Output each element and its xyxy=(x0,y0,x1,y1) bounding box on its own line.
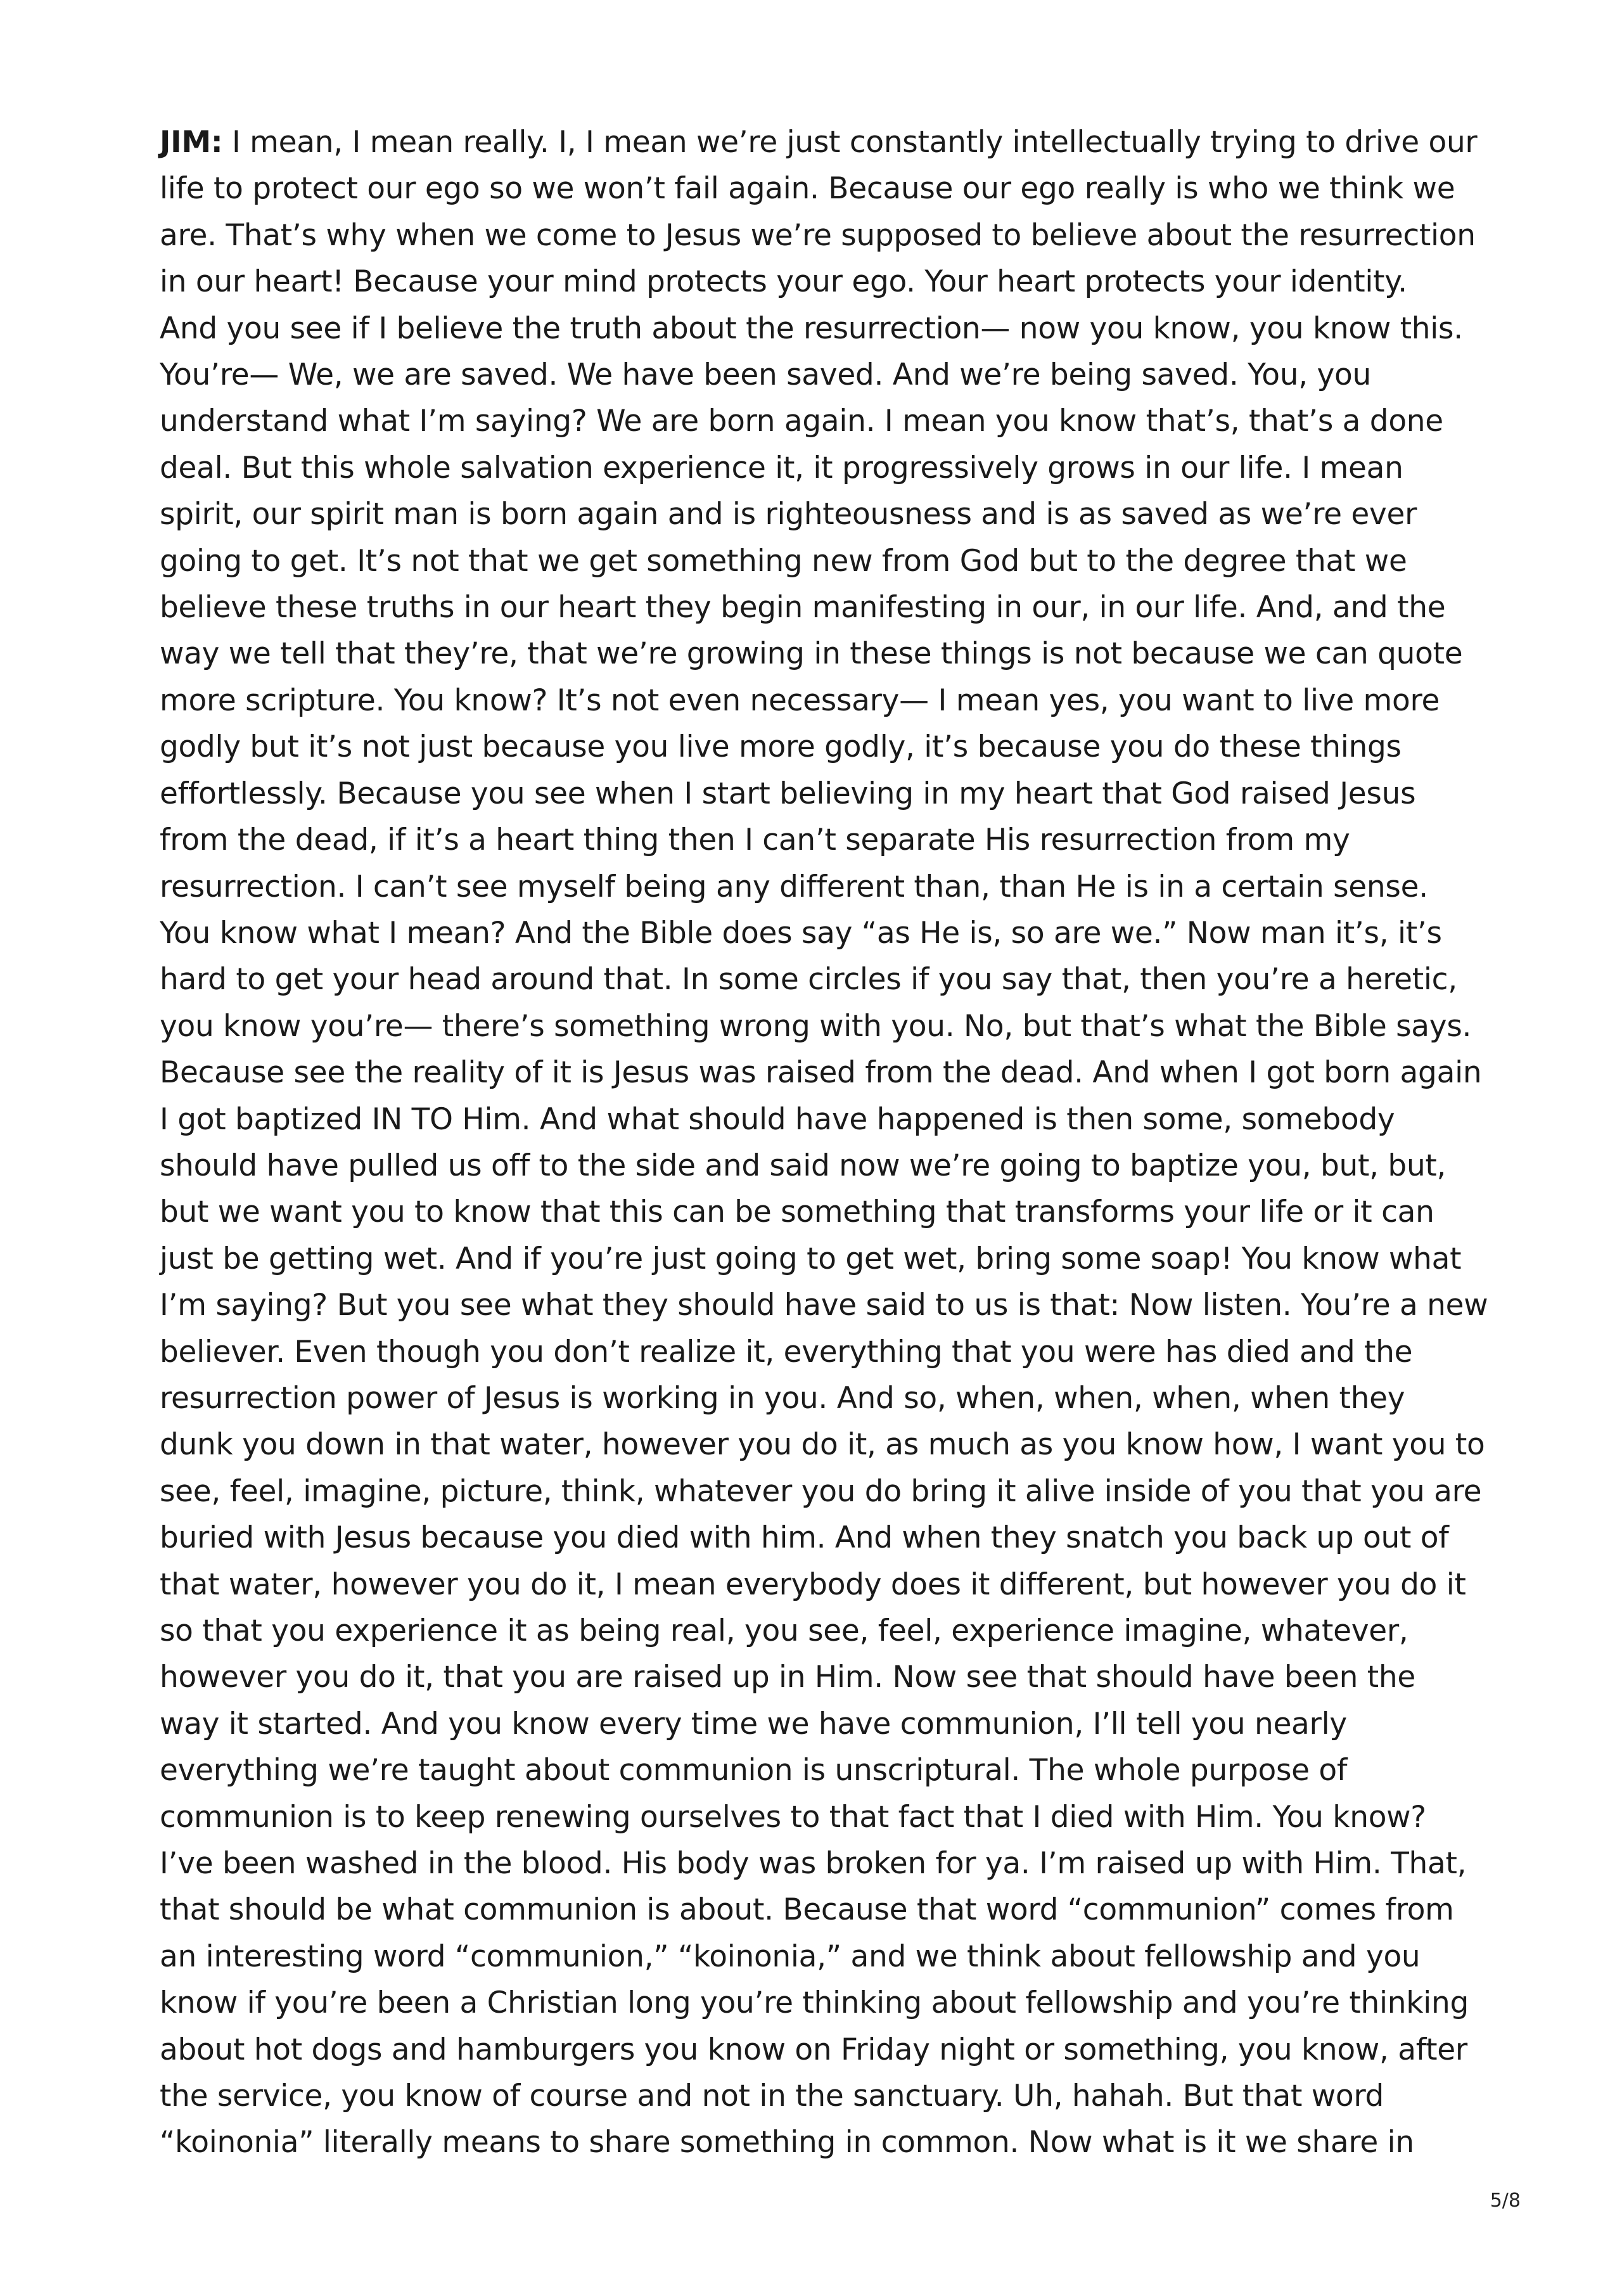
transcript-line: however you do it, that you are raised up in Him. Now see that should have been the xyxy=(160,1660,1415,1695)
transcript-line: just be getting wet. And if you’re just going to get wet, bring some soap! You know what xyxy=(160,1241,1462,1276)
transcript-line: believe these truths in our heart they begin manifesting in our, in our life. And, and the xyxy=(160,590,1446,625)
transcript-line: resurrection power of Jesus is working in you. And so, when, when, when, when they xyxy=(160,1380,1405,1416)
transcript-line: And you see if I believe the truth about the resurrection— now you know, you know this. xyxy=(160,311,1463,346)
transcript-line: should have pulled us off to the side and said now we’re going to baptize you, but, but, xyxy=(160,1148,1446,1183)
transcript-line: are. That’s why when we come to Jesus we’re supposed to believe about the resurrection xyxy=(160,217,1476,253)
line-text: I mean, I mean really. I, I mean we’re just constantly intellectually trying to drive our xyxy=(222,125,1478,160)
transcript-line: believer. Even though you don’t realize it, everything that you were has died and the xyxy=(160,1334,1413,1369)
transcript-line: life to protect our ego so we won’t fail again. Because our ego really is who we think we xyxy=(160,171,1455,207)
transcript-line: Because see the reality of it is Jesus was raised from the dead. And when I got born again xyxy=(160,1055,1482,1091)
transcript-line: You’re— We, we are saved. We have been saved. And we’re being saved. You, you xyxy=(160,357,1371,393)
transcript-line: that water, however you do it, I mean everybody does it different, but however you do it xyxy=(160,1567,1466,1602)
transcript-line: dunk you down in that water, however you do it, as much as you know how, I want you to xyxy=(160,1427,1485,1463)
transcript-line xyxy=(160,119,1490,165)
transcript-line: about hot dogs and hamburgers you know on Friday night or something, you know, after xyxy=(160,2032,1467,2067)
transcript-line: way we tell that they’re, that we’re growing in these things is not because we can quote xyxy=(160,636,1463,672)
transcript-line: but we want you to know that this can be something that transforms your life or it can xyxy=(160,1195,1434,1230)
transcript-line: everything we’re taught about communion is unscriptural. The whole purpose of xyxy=(160,1753,1348,1788)
transcript-line: deal. But this whole salvation experience it, it progressively grows in our life. I mean xyxy=(160,450,1403,485)
transcript-line: buried with Jesus because you died with him. And when they snatch you back up out of xyxy=(160,1520,1449,1556)
speaker-label: JIM: xyxy=(160,125,223,160)
transcript-line: “koinonia” literally means to share something in common. Now what is it we share in xyxy=(160,2125,1414,2160)
transcript-line: an interesting word “communion,” “koinonia,” and we think about fellowship and you xyxy=(160,1939,1421,1974)
transcript-line: hard to get your head around that. In some circles if you say that, then you’re a heretic, xyxy=(160,962,1457,997)
transcript-line: way it started. And you know every time we have communion, I’ll tell you nearly xyxy=(160,1706,1347,1741)
transcript-body xyxy=(160,119,1490,2166)
transcript-line: understand what I’m saying? We are born again. I mean you know that’s, that’s a done xyxy=(160,404,1443,439)
page-number: 5/8 xyxy=(1490,2190,1521,2212)
transcript-line: effortlessly. Because you see when I start believing in my heart that God raised Jesus xyxy=(160,776,1416,811)
transcript-line: I got baptized IN TO Him. And what should have happened is then some, somebody xyxy=(160,1101,1395,1137)
transcript-line: going to get. It’s not that we get something new from God but to the degree that we xyxy=(160,543,1407,579)
transcript-line: spirit, our spirit man is born again and is righteousness and is as saved as we’re ever xyxy=(160,497,1417,532)
transcript-line: I’ve been washed in the blood. His body was broken for ya. I’m raised up with Him. That, xyxy=(160,1846,1467,1882)
transcript-line: the service, you know of course and not in the sanctuary. Uh, hahah. But that word xyxy=(160,2079,1384,2114)
transcript-line: in our heart! Because your mind protects your ego. Your heart protects your identity. xyxy=(160,264,1407,300)
transcript-line: I’m saying? But you see what they should have said to us is that: Now listen. You’re a new xyxy=(160,1288,1488,1323)
transcript-line: resurrection. I can’t see myself being any different than, than He is in a certain sense. xyxy=(160,869,1428,904)
transcript-line: more scripture. You know? It’s not even necessary— I mean yes, you want to live more xyxy=(160,683,1440,718)
transcript-line: from the dead, if it’s a heart thing then I can’t separate His resurrection from my xyxy=(160,823,1350,858)
transcript-line: communion is to keep renewing ourselves to that fact that I died with Him. You know? xyxy=(160,1799,1426,1835)
transcript-line: godly but it’s not just because you live more godly, it’s because you do these things xyxy=(160,729,1402,765)
transcript-line: know if you’re been a Christian long you’re thinking about fellowship and you’re thinking xyxy=(160,1985,1469,2021)
transcript-line: you know you’re— there’s something wrong with you. No, but that’s what the Bible says. xyxy=(160,1008,1472,1044)
transcript-line: see, feel, imagine, picture, think, whatever you do bring it alive inside of you that you are xyxy=(160,1473,1482,1509)
transcript-line: that should be what communion is about. Because that word “communion” comes from xyxy=(160,1892,1454,1928)
transcript-line: You know what I mean? And the Bible does say “as He is, so are we.” Now man it’s, it’s xyxy=(160,915,1442,951)
transcript-line: so that you experience it as being real, you see, feel, experience imagine, whatever, xyxy=(160,1613,1408,1648)
